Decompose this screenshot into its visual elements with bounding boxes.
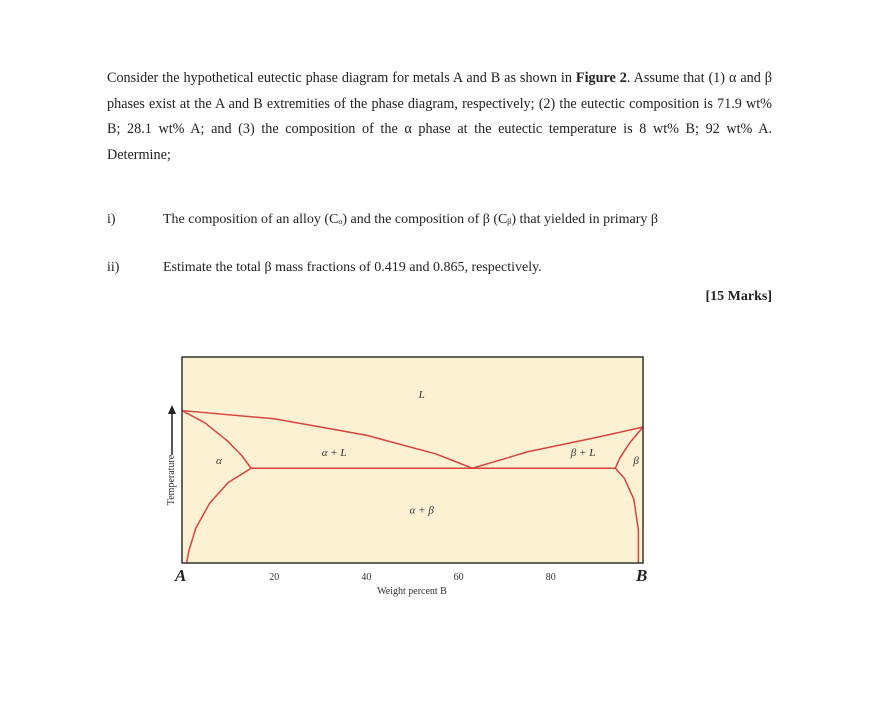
x-tick-label: 80 <box>545 572 556 583</box>
region-label: β + L <box>570 446 596 459</box>
region-label: α <box>215 455 222 468</box>
region-label: α + L <box>321 446 347 459</box>
y-axis-label: Temperature <box>166 454 177 506</box>
arrow-head-icon <box>168 405 176 414</box>
marks-label: [15 Marks] <box>705 289 772 304</box>
intro-text: Consider the hypothetical eutectic phase diagram for metals A and B as shown in <box>107 70 576 86</box>
region-label: α + β <box>409 504 434 517</box>
x-tick-label: 60 <box>453 572 464 583</box>
end-label-a: A <box>175 566 187 585</box>
region-label: β <box>633 455 639 468</box>
x-axis-label: Weight percent B <box>377 586 447 597</box>
item-text: Estimate the total β mass fractions of 0.419 and 0.865, respectively. <box>163 260 542 275</box>
region-label: L <box>418 389 425 402</box>
x-tick-label: 20 <box>269 572 280 583</box>
item-text: The composition of an alloy (Cₒ) and the composition of β (Cᵦ) that yielded in primary β <box>163 212 659 227</box>
figure-reference: Figure 2 <box>575 70 627 86</box>
end-label-b: B <box>636 566 648 585</box>
item-number: ii) <box>107 260 120 275</box>
item-number: i) <box>107 212 116 227</box>
plot-background <box>182 357 643 563</box>
intro-text-continued: . Assume that (1) α and β phases exist at the A and B extremities of the phase diagram, respectively; (2) the eutectic composition is 71.9 wt% B; 28.1 wt% A; and (3) the composition of the α phase at the eutectic temperature is 8 wt% B; 92 wt% A. Determine; <box>107 70 772 163</box>
x-tick-label: 40 <box>361 572 372 583</box>
